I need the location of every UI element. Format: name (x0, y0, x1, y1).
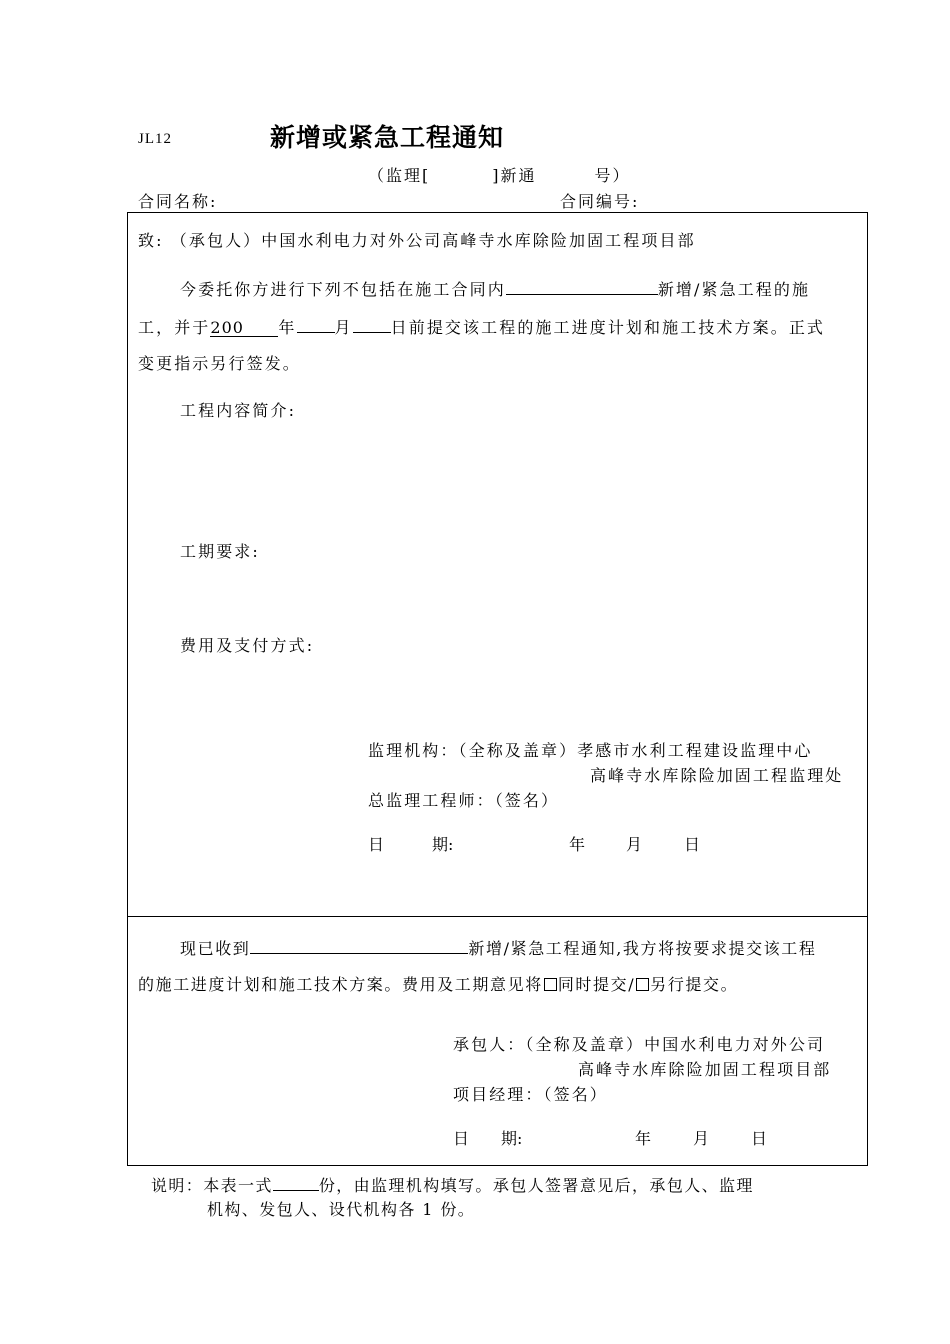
year-label: 年 (278, 318, 297, 337)
copies-blank[interactable] (273, 1172, 319, 1191)
notice-date-label: 日 期: (368, 835, 454, 854)
supervision-agency-line (368, 738, 813, 761)
period-requirement-label: 工期要求: (180, 542, 260, 561)
page-title: 新增或紧急工程通知 (270, 123, 505, 152)
month-blank[interactable] (297, 314, 335, 333)
instruction-line-1 (180, 276, 810, 300)
notice-date-day: 日 (684, 835, 701, 854)
separate-checkbox[interactable] (636, 978, 649, 991)
receipt-date-month: 月 (693, 1129, 710, 1148)
same-time-checkbox[interactable] (544, 978, 557, 991)
separate-label: 另行提交。 (650, 975, 739, 994)
contractor-label: 承包人：（全称及盖章） (453, 1035, 645, 1054)
section-divider (127, 916, 868, 917)
instruction-line-2-prefix: 工，并于 (138, 318, 211, 337)
addressee-line (138, 228, 696, 251)
form-code: JL12 (138, 131, 172, 147)
receipt-date-label: 日 期: (453, 1129, 523, 1148)
footer-note-label: 说明：本表一式 (151, 1176, 273, 1195)
receipt-line-1-suffix: 新增/紧急工程通知,我方将按要求提交该工程 (468, 939, 817, 958)
year-blank[interactable]: 200 (210, 318, 278, 337)
contract-name-label: 合同名称: (138, 192, 218, 211)
received-notice-blank[interactable] (250, 935, 468, 954)
receipt-line-1 (180, 935, 816, 959)
supervision-agency-name-2: 高峰寺水库除险加固工程监理处 (590, 766, 844, 785)
receipt-date-day: 日 (751, 1129, 768, 1148)
instruction-line-1-prefix: 今委托你方进行下列不包括在施工合同内 (180, 280, 506, 299)
cost-payment-label: 费用及支付方式: (180, 636, 315, 655)
receipt-line-2-prefix: 的施工进度计划和施工技术方案。费用及工期意见将 (138, 975, 543, 994)
addressee-label: 致: (138, 231, 164, 250)
content-summary-label: 工程内容简介: (180, 401, 297, 420)
receipt-date-year: 年 (635, 1129, 652, 1148)
project-manager-label: 项目经理：（签名） (453, 1085, 608, 1104)
notice-number-open: （监理[ (368, 166, 431, 185)
notice-date-year: 年 (569, 835, 586, 854)
day-label: 日前提交该工程的施工进度计划和施工技术方案。正式 (390, 318, 826, 337)
contractor-name-2: 高峰寺水库除险加固工程项目部 (578, 1060, 832, 1079)
month-label: 月 (334, 318, 353, 337)
day-blank[interactable] (353, 314, 391, 333)
notice-number (368, 163, 631, 186)
notice-number-mid: ]新通 (492, 166, 537, 185)
addressee-value: （承包人）中国水利电力对外公司高峰寺水库除险加固工程项目部 (170, 231, 696, 250)
supervision-agency-name-1: 孝感市水利工程建设监理中心 (577, 741, 813, 760)
receipt-line-1-prefix: 现已收到 (180, 939, 251, 958)
contractor-name-1: 中国水利电力对外公司 (644, 1035, 826, 1054)
instruction-line-2 (138, 314, 825, 338)
notice-date-month: 月 (626, 835, 643, 854)
instruction-line-3: 变更指示另行签发。 (138, 354, 301, 373)
receipt-line-2 (138, 972, 738, 995)
contract-number-label: 合同编号: (560, 192, 640, 211)
notice-number-close: 号） (594, 166, 631, 185)
contractor-line (453, 1032, 825, 1055)
footer-note-line-2: 机构、发包人、设代机构各 1 份。 (207, 1200, 476, 1219)
footer-note-line-1 (151, 1172, 754, 1196)
project-name-blank[interactable] (506, 276, 658, 295)
same-time-label: 同时提交/ (557, 975, 636, 994)
footer-note-mid: 份，由监理机构填写。承包人签署意见后，承包人、监理 (318, 1176, 754, 1195)
instruction-line-1-suffix: 新增/紧急工程的施 (657, 280, 811, 299)
supervision-agency-label: 监理机构：（全称及盖章） (368, 741, 578, 760)
chief-engineer-label: 总监理工程师：（签名） (368, 791, 560, 810)
